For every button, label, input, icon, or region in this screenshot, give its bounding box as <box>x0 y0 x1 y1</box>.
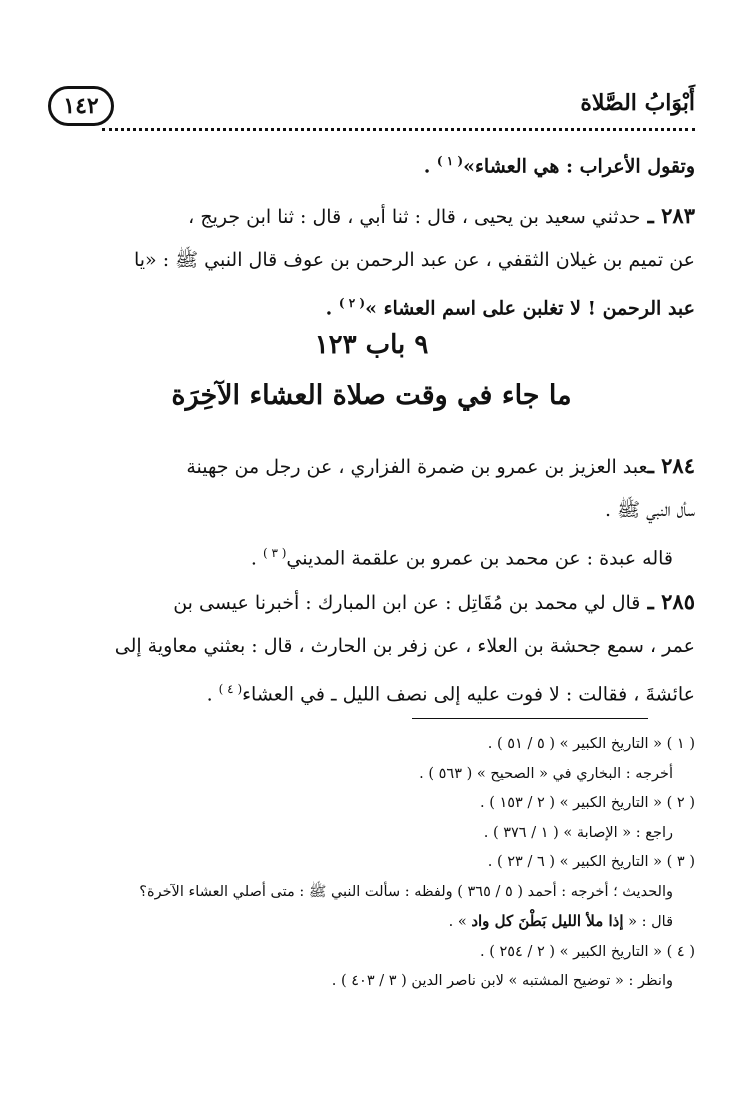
text-span: . <box>423 155 437 178</box>
text-span: عبد الرحمن ! لا تغلبن على اسم العشاء » <box>365 297 695 320</box>
page-header <box>48 86 695 130</box>
footnote: والحديث ؛ أخرجه : أحمد ( ٥ / ٣٦٥ ) ولفظه : سألت النبي ﷺ : متى أصلي العشاء الآخرة؟ <box>139 883 673 900</box>
text-line <box>48 194 695 239</box>
text-line <box>48 140 695 188</box>
footnote: راجع : « الإصابة » ( ١ / ٣٧٦ ) . <box>483 824 673 841</box>
footnote-divider <box>412 718 648 719</box>
footnote: وانظر : « توضيح المشتبه » لابن ناصر الدين ( ٣ / ٤٠٣ ) . <box>331 973 673 989</box>
footnote-marker: ( ٢ ) <box>338 296 366 311</box>
text-span: قال لي محمد بن مُقَاتِل : عن ابن المبارك : أخبرنا عيسى بن <box>173 592 641 615</box>
footnote: ( ٤ ) « التاريخ الكبير » ( ٢ / ٢٥٤ ) . <box>479 943 695 960</box>
footnotes <box>48 730 695 997</box>
page-number: ١٤٢ <box>48 86 114 126</box>
text-span: عن تميم بن غيلان الثقفي ، عن عبد الرحمن بن عوف قال النبي ﷺ : «يا <box>133 249 695 272</box>
text-span: إذا ملأ الليل بَطْنَ كل واد <box>471 912 624 930</box>
text-span: » . <box>448 914 472 930</box>
text-line <box>48 580 695 625</box>
footnote: ( ٣ ) « التاريخ الكبير » ( ٦ / ٢٣ ) . <box>487 854 695 870</box>
hadith-number: ٢٨٣ ـ <box>640 203 695 229</box>
text-line <box>48 625 695 668</box>
footnote: أخرجه : البخاري في « الصحيح » ( ٥٦٣ ) . <box>419 765 673 782</box>
text-block-middle <box>48 444 695 717</box>
text-block-top <box>48 140 695 331</box>
text-line <box>48 532 695 580</box>
footnote <box>48 907 695 938</box>
text-line <box>48 668 695 716</box>
chapter-title: ما جاء في وقت صلاة العشاء الآخِرَة <box>171 380 572 411</box>
text-span: . <box>250 547 263 570</box>
text-span: . <box>206 683 219 706</box>
text-line <box>48 282 695 330</box>
text-line <box>48 489 695 532</box>
text-span: عائشةَ ، فقالت : لا فوت عليه إلى نصف الليل ـ في العشاء <box>242 683 695 706</box>
hadith-number: ٢٨٤ ـ <box>647 453 695 478</box>
chapter-heading: ٩ باب ١٢٣ <box>314 330 429 360</box>
running-title: أَبْوَابُ الصَّلاة <box>580 90 695 116</box>
text-span: عمر ، سمع جحشة بن العلاء ، عن زفر بن الحارث ، قال : بعثني معاوية إلى <box>114 635 695 658</box>
text-span: قال : « <box>623 914 673 930</box>
text-span: عبد العزيز بن عمرو بن ضمرة الفزاري ، عن رجل من جهينة <box>186 456 648 478</box>
text-span: قاله عبدة : عن محمد بن عمرو بن علقمة المديني <box>286 547 673 570</box>
text-span: حدثني سعيد بن يحيى ، قال : ثنا أبي ، قال : ثنا ابن جريج ، <box>188 206 641 229</box>
footnote: ( ١ ) « التاريخ الكبير » ( ٥ / ٥١ ) . <box>487 736 695 752</box>
footnote: ( ٢ ) « التاريخ الكبير » ( ٢ / ١٥٣ ) . <box>479 795 695 811</box>
footnote-marker: ( ٤ ) <box>218 682 243 697</box>
text-span: وتقول الأعراب : هي العشاء» <box>463 155 695 178</box>
hadith-number: ٢٨٥ ـ <box>640 589 695 615</box>
footnote-marker: ( ٣ ) <box>262 546 287 560</box>
footnote-marker: ( ١ ) <box>436 154 464 168</box>
header-divider <box>102 128 695 131</box>
text-line <box>48 444 695 489</box>
text-line <box>48 239 695 282</box>
text-span: . <box>325 297 339 320</box>
text-span: سأل النبي ﷺ . <box>605 499 695 521</box>
